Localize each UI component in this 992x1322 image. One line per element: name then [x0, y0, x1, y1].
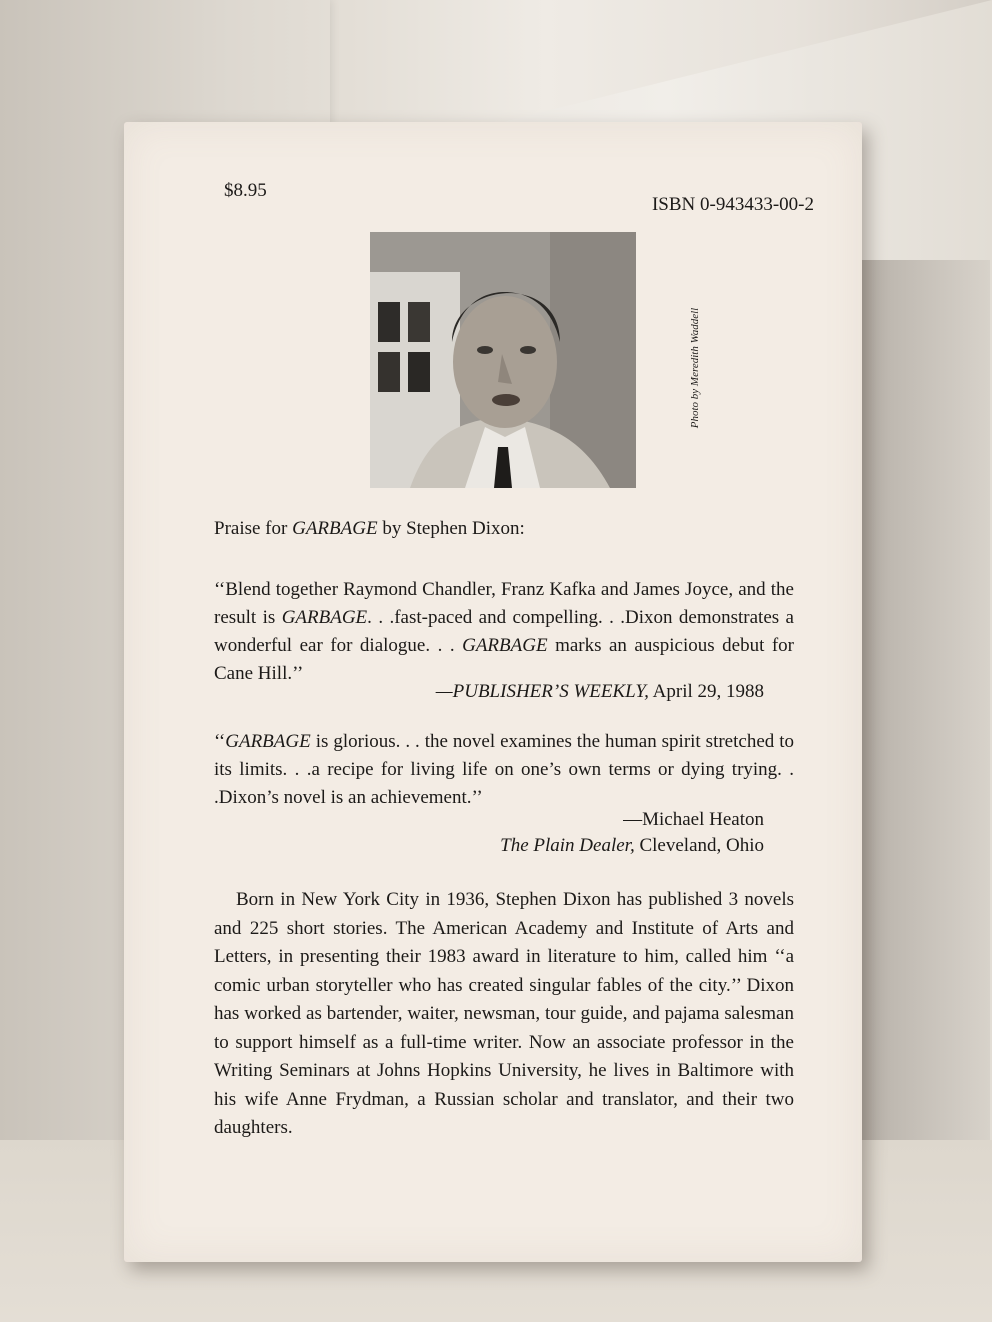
- author-bio: Born in New York City in 1936, Stephen Dixon has published 3 novels and 225 short stories. The American Academy and Institute of Arts and Letters, in presenting their 1983 award in literature to him, called him ‘‘a comic urban storyteller who has created singular fables of the city.’’ Dixon has worked as bartender, waiter, newsman, tour guide, and pajama salesman to support himself as a full-time writer. Now an associate professor in the Writing Seminars at Johns Hopkins University, he lives in Baltimore with his wife Anne Frydman, a Russian scholar and translator, and their two daughters.: [214, 889, 794, 1138]
- quote1-part2: . . .fast-paced and compelling. . .Dixon demonstrates a wonderful ear for dialogue. . .: [214, 607, 794, 656]
- quote2-open: ‘‘: [214, 731, 226, 752]
- attribution-2-city: Cleveland, Ohio: [634, 835, 764, 856]
- quote2-title: GARBAGE: [225, 731, 311, 752]
- quote1-title2: GARBAGE: [462, 635, 548, 656]
- book-back-cover: [124, 122, 862, 1262]
- praise-heading-prefix: Praise for: [214, 518, 293, 539]
- attribution-1-date: April 29, 1988: [648, 681, 764, 702]
- praise-heading-suffix: by Stephen Dixon:: [377, 518, 525, 539]
- isbn-label: ISBN 0-943433-00-2: [651, 194, 814, 215]
- quote1-part3: marks an auspicious debut for Cane Hill.’’: [214, 635, 795, 684]
- praise-heading: [214, 518, 525, 540]
- quote1-title1: GARBAGE: [281, 607, 368, 628]
- review-1-attribution: [436, 678, 764, 706]
- review-quote-1: [214, 576, 794, 688]
- attribution-2-paper: The Plain Dealer,: [500, 835, 635, 856]
- review-2-attribution-paper: [500, 832, 764, 860]
- photo-credit: Photo by Meredith Waddell: [689, 307, 701, 429]
- attribution-1-source: —PUBLISHER’S WEEKLY,: [435, 681, 649, 702]
- quote1-part1: ‘‘Blend together Raymond Chandler, Franz Kafka and James Joyce, and the result is: [214, 579, 794, 628]
- book-shadow: [860, 260, 990, 1200]
- review-quote-2: [214, 728, 794, 812]
- praise-heading-title: GARBAGE: [292, 518, 378, 539]
- quote2-body: is glorious. . . the novel examines the human spirit stretched to its limits. . .a recipe for living life on one’s own terms or dying trying. . .Dixon’s novel is an achievement.’’: [214, 731, 794, 808]
- author-photo: [370, 232, 636, 488]
- review-2-attribution-name: —Michael Heaton: [623, 809, 764, 830]
- author-photo-image: [370, 232, 636, 488]
- price-label: $8.95: [224, 180, 267, 201]
